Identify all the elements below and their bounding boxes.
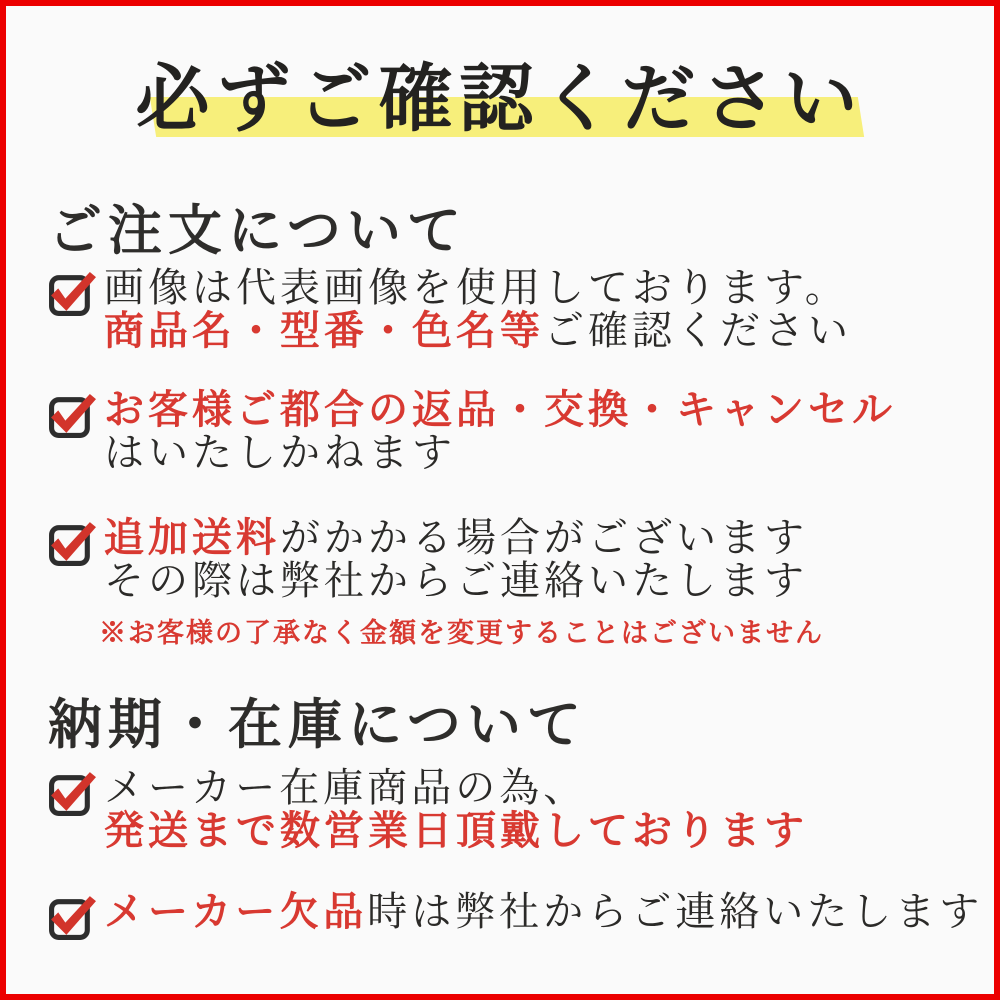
checked-checkbox-icon: [48, 771, 97, 816]
notice-item-maker-out-of-stock: [48, 890, 983, 940]
checked-checkbox-icon: [48, 521, 97, 566]
checked-checkbox-icon: [48, 895, 97, 940]
text-segment-red: 追加送料: [104, 515, 280, 560]
item-text: [104, 266, 852, 352]
notice-item-representative-image: [48, 266, 852, 352]
price-change-note: ※お客様の了承なく金額を変更することはございません: [99, 618, 824, 648]
notice-item-extra-shipping: [48, 516, 824, 648]
text-segment: ご確認ください: [544, 308, 852, 353]
item-line: [104, 766, 808, 809]
notice-item-no-returns: [48, 388, 896, 474]
item-text: [104, 890, 983, 933]
page-title: 必ずご確認ください: [135, 59, 865, 141]
text-segment: 画像は代表画像を使用しております。: [104, 265, 849, 310]
text-segment: その際は弊社からご連絡いたします: [104, 558, 808, 603]
text-segment: 時は弊社からご連絡いたします: [367, 889, 984, 934]
item-line: [104, 309, 852, 352]
text-segment-red: 発送まで数営業日頂戴しております: [104, 808, 808, 853]
notice-item-maker-stock: [48, 766, 808, 852]
checked-checkbox-icon: [48, 271, 97, 316]
item-text: [104, 766, 808, 852]
text-segment-red: 商品名・型番・色名等: [104, 308, 544, 353]
item-line: [104, 559, 824, 602]
item-line: [104, 266, 852, 309]
item-text: [99, 515, 824, 648]
text-segment: メーカー在庫商品の為、: [104, 765, 588, 810]
text-segment: がかかる場合がございます: [280, 515, 808, 560]
text-segment-red: お客様ご都合の返品・交換・キャンセル: [104, 387, 896, 432]
section-heading-stock: 納期・在庫について: [48, 695, 587, 755]
text-segment: はいたしかねます: [104, 430, 456, 475]
item-line: [104, 890, 983, 933]
section-heading-order: ご注文について: [48, 201, 467, 261]
checked-checkbox-icon: [48, 393, 97, 438]
item-line: [104, 516, 824, 559]
item-line: [104, 809, 808, 852]
item-line: [104, 431, 896, 474]
text-segment-red: メーカー欠品: [104, 889, 368, 934]
title-area: [6, 6, 994, 166]
item-line: [104, 388, 896, 431]
item-text: [104, 388, 896, 474]
